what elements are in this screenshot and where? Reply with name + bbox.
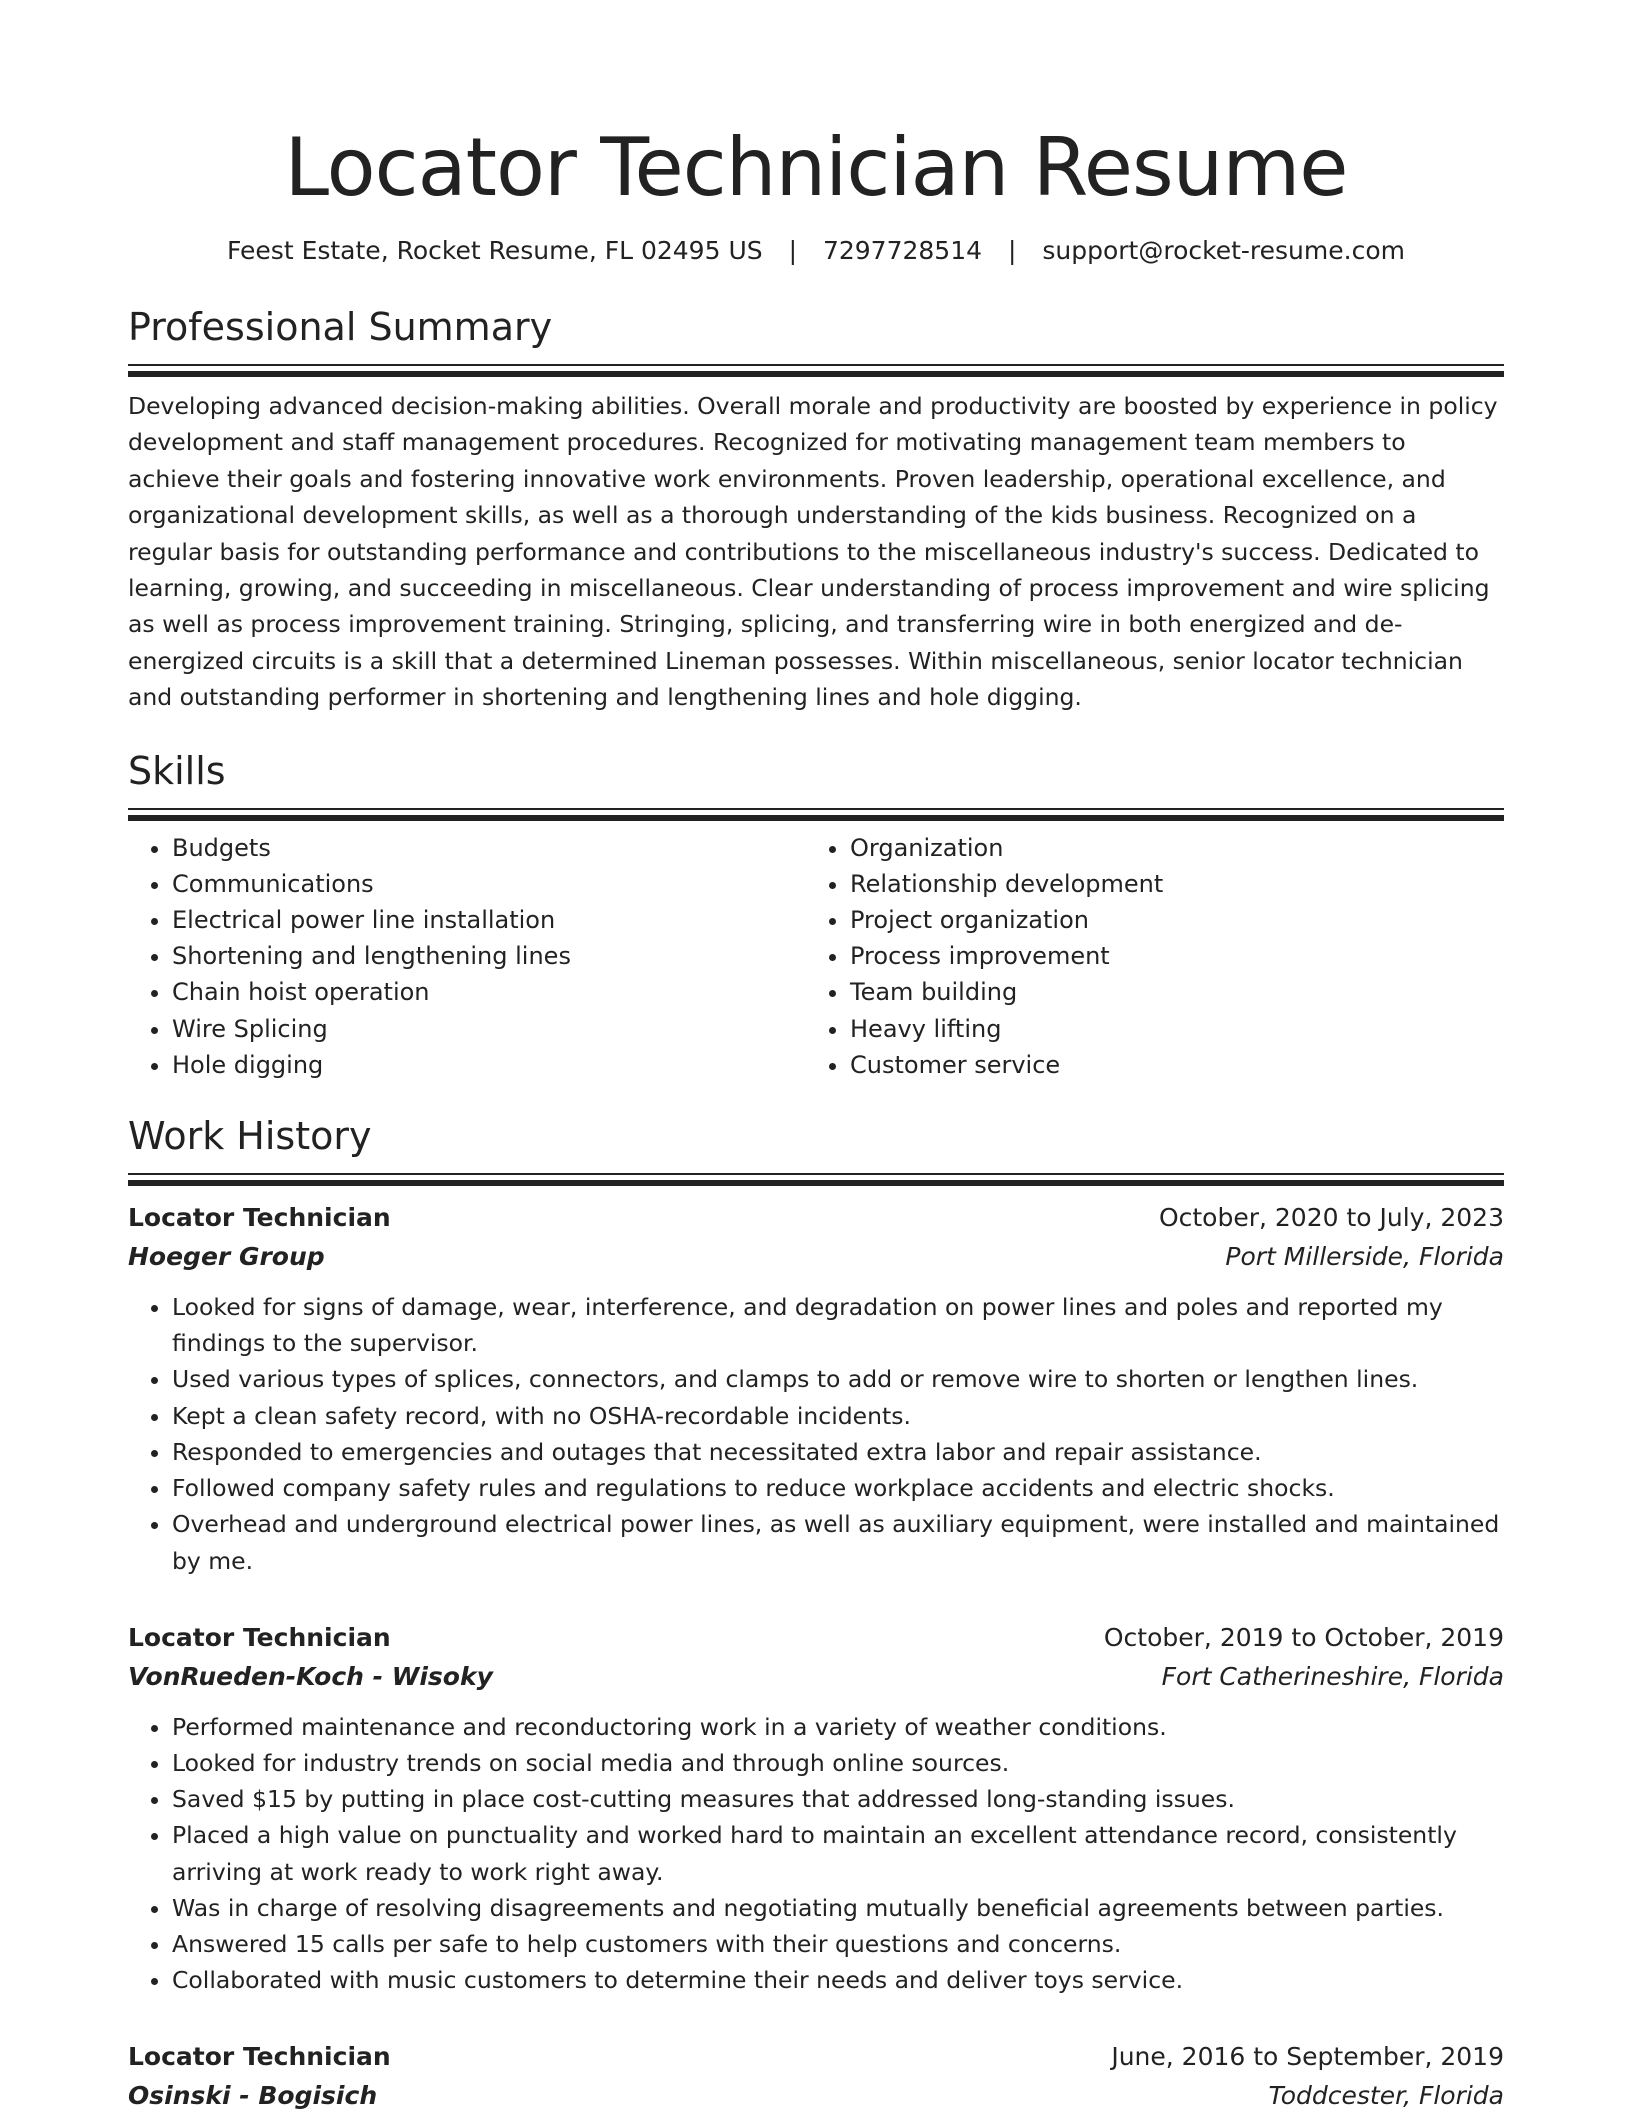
skill-item: • Customer service (850, 1047, 1484, 1083)
section-heading: Professional Summary (128, 305, 553, 349)
job-title: Locator Technician (128, 2042, 391, 2072)
skill-item: • Budgets (172, 830, 806, 866)
job-location: Port Millerside, Florida (1225, 1242, 1504, 1272)
job-bullet: • Answered 15 calls per safe to help customers with their questions and concerns. (172, 1926, 1504, 1962)
job-bullet: • Was in charge of resolving disagreements and negotiating mutually beneficial agreements between parties. (172, 1890, 1504, 1926)
job-bullet: • Performed maintenance and reconductoring work in a variety of weather conditions. (172, 1709, 1504, 1745)
job-dates: June, 2016 to September, 2019 (1111, 2042, 1504, 2072)
resume-page (128, 118, 1504, 2116)
section-divider (128, 1173, 1504, 1185)
job-location: Toddcester, Florida (1268, 2081, 1504, 2111)
job-dates: October, 2020 to July, 2023 (1158, 1203, 1504, 1233)
skills-list-right (806, 830, 1484, 1083)
skill-item: • Chain hoist operation (172, 974, 806, 1010)
job-location: Fort Catherineshire, Florida (1161, 1661, 1504, 1691)
skill-item: • Organization (850, 830, 1484, 866)
job-bullet: • Looked for industry trends on social media and through online sources. (172, 1745, 1504, 1781)
contact-line (128, 234, 1504, 268)
contact-phone: 7297728514 (822, 236, 983, 265)
summary-text: Developing advanced decision-making abilities. Overall morale and productivity are boosted by experience in policy development and staff management procedures. Recognized for motivating management team members to achieve their goals and fostering innovative work environments. Proven leadership, operational excellence, and organizational development skills, as well as a thorough understanding of the kids business. Recognized on a regular basis for outstanding performance and contributions to the miscellaneous industry's success. Dedicated to learning, growing, and succeeding in miscellaneous. Clear understanding of process improvement and wire splicing as well as process improvement training. Stringing, splicing, and transferring wire in both energized and de-energized circuits is a skill that a determined Lineman possesses. Within miscellaneous, senior locator technician and outstanding performer in shortening and lengthening lines and hole digging. (128, 392, 1498, 712)
job-bullet: • Responded to emergencies and outages that necessitated extra labor and repair assistance. (172, 1434, 1504, 1470)
skill-item: • Shortening and lengthening lines (172, 938, 806, 974)
section-heading: Work History (128, 1114, 372, 1159)
skill-item: • Heavy lifting (850, 1011, 1484, 1047)
job-title: Locator Technician (128, 1203, 391, 1233)
skill-item: • Hole digging (172, 1047, 806, 1083)
job-bullet: • Followed company safety rules and regulations to reduce workplace accidents and electric shocks. (172, 1470, 1504, 1506)
skill-item: • Project organization (850, 902, 1484, 938)
job-company: Osinski - Bogisich (128, 2081, 378, 2111)
job-bullets (128, 1709, 1504, 1999)
job-bullet: • Saved $15 by putting in place cost-cutting measures that addressed long-standing issues. (172, 1781, 1504, 1817)
job-bullets (128, 1289, 1504, 1579)
job-bullet: • Overhead and underground electrical power lines, as well as auxiliary equipment, were installed and maintained by me. (172, 1506, 1504, 1578)
section-divider (128, 364, 1504, 376)
section-heading: Skills (128, 748, 226, 793)
skill-item: • Team building (850, 974, 1484, 1010)
section-divider (128, 808, 1504, 820)
skill-item: • Process improvement (850, 938, 1484, 974)
job-title: Locator Technician (128, 1622, 391, 1652)
job-bullet: • Used various types of splices, connectors, and clamps to add or remove wire to shorten or lengthen lines. (172, 1361, 1504, 1397)
job-entry (128, 2038, 1504, 2116)
job-dates: October, 2019 to October, 2019 (1103, 1622, 1504, 1652)
resume-title: Locator Technician Resume (284, 121, 1348, 214)
work-history-section (128, 1111, 1504, 2116)
job-company: Hoeger Group (128, 1242, 325, 1272)
job-bullet: • Kept a clean safety record, with no OSHA-recordable incidents. (172, 1398, 1504, 1434)
contact-separator: | (788, 236, 798, 265)
job-bullet: • Collaborated with music customers to determine their needs and deliver toys service. (172, 1962, 1504, 1998)
skill-item: • Electrical power line installation (172, 902, 806, 938)
job-bullet: • Looked for signs of damage, wear, interference, and degradation on power lines and poles and reported my findings to the supervisor. (172, 1289, 1504, 1361)
skills-list-left (128, 830, 806, 1083)
contact-email: support@rocket-resume.com (1042, 236, 1405, 265)
skills-columns (128, 830, 1504, 1083)
summary-section (128, 302, 1504, 716)
skill-item: • Wire Splicing (172, 1011, 806, 1047)
skills-section (128, 746, 1504, 1083)
contact-address: Feest Estate, Rocket Resume, FL 02495 US (227, 236, 763, 265)
job-bullet: • Placed a high value on punctuality and worked hard to maintain an excellent attendance record, consistently arriving at work ready to work right away. (172, 1817, 1504, 1889)
skill-item: • Relationship development (850, 866, 1484, 902)
job-company: VonRueden-Koch - Wisoky (128, 1661, 493, 1691)
contact-separator: | (1007, 236, 1017, 265)
job-entry (128, 1199, 1504, 1579)
skill-item: • Communications (172, 866, 806, 902)
job-entry (128, 1619, 1504, 1999)
